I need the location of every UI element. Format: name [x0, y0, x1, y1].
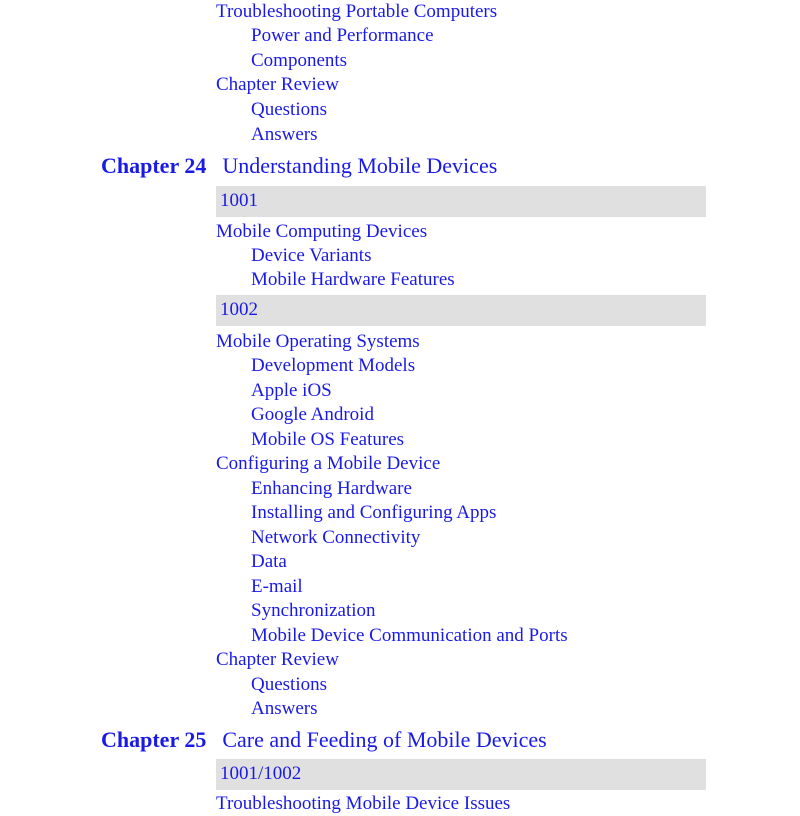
- toc-link-network-connectivity[interactable]: Network Connectivity: [251, 527, 421, 548]
- toc-link-answers[interactable]: Answers: [251, 124, 318, 145]
- toc-link-chapter-review[interactable]: Chapter Review: [216, 649, 339, 670]
- toc-link-mobile-device-communication-and-ports[interactable]: Mobile Device Communication and Ports: [251, 625, 568, 646]
- exam-band-1001-1002: [216, 759, 706, 790]
- toc-link-questions[interactable]: Questions: [251, 674, 327, 695]
- toc-link-e-mail[interactable]: E-mail: [251, 576, 303, 597]
- toc-link-configuring-a-mobile-device[interactable]: Configuring a Mobile Device: [216, 453, 441, 474]
- toc-link-development-models[interactable]: Development Models: [251, 355, 416, 376]
- chapter-25-number: Chapter 25: [101, 727, 207, 752]
- toc-link-answers[interactable]: Answers: [251, 698, 318, 719]
- exam-band-1002: [216, 295, 706, 326]
- toc-link-mobile-computing-devices[interactable]: Mobile Computing Devices: [216, 221, 428, 242]
- exam-band-1001: [216, 186, 706, 217]
- toc-link-google-android[interactable]: Google Android: [251, 404, 374, 425]
- toc-link-mobile-os-features[interactable]: Mobile OS Features: [251, 429, 405, 450]
- chapter-24-title: Understanding Mobile Devices: [222, 153, 498, 178]
- toc-link-data[interactable]: Data: [251, 551, 287, 572]
- chapter-24-heading[interactable]: [101, 152, 497, 180]
- toc-link-synchronization[interactable]: Synchronization: [251, 600, 376, 621]
- toc-link-mobile-operating-systems[interactable]: Mobile Operating Systems: [216, 331, 420, 352]
- exam-band-label[interactable]: 1002: [220, 299, 258, 320]
- toc-link-components[interactable]: Components: [251, 50, 348, 71]
- toc-link-enhancing-hardware[interactable]: Enhancing Hardware: [251, 478, 412, 499]
- exam-band-label[interactable]: 1001: [220, 190, 258, 211]
- toc-link-device-variants[interactable]: Device Variants: [251, 245, 372, 266]
- chapter-24-number: Chapter 24: [101, 153, 207, 178]
- toc-link-installing-and-configuring-apps[interactable]: Installing and Configuring Apps: [251, 502, 497, 523]
- toc-link-troubleshooting-portable-computers[interactable]: Troubleshooting Portable Computers: [216, 1, 498, 22]
- chapter-25-title: Care and Feeding of Mobile Devices: [222, 727, 547, 752]
- toc-link-power-and-performance[interactable]: Power and Performance: [251, 25, 434, 46]
- toc-link-chapter-review[interactable]: Chapter Review: [216, 74, 339, 95]
- toc-link-mobile-hardware-features[interactable]: Mobile Hardware Features: [251, 269, 455, 290]
- toc-link-apple-ios[interactable]: Apple iOS: [251, 380, 332, 401]
- toc-link-questions[interactable]: Questions: [251, 99, 327, 120]
- toc-link-troubleshooting-mobile-device-issues[interactable]: Troubleshooting Mobile Device Issues: [216, 793, 511, 814]
- exam-band-label[interactable]: 1001/1002: [220, 763, 302, 784]
- chapter-25-heading[interactable]: [101, 726, 547, 754]
